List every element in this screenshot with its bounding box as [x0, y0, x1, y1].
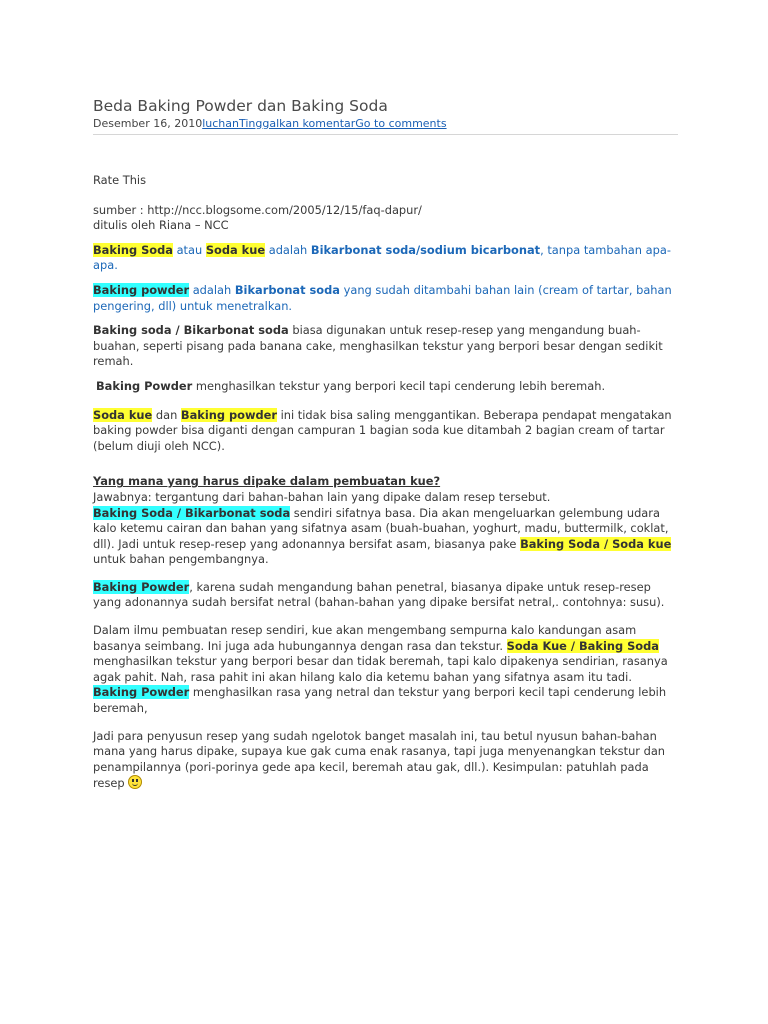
paragraph-baking-soda	[93, 243, 678, 274]
text: atau	[172, 242, 206, 257]
highlight-baking-soda: Baking Soda	[93, 242, 173, 257]
text: sendiri sifatnya basa. Dia akan mengeluarkan gelembung udara kalo ketemu cairan dan bahan yang sifatnya asam (buah-buahan, yoghurt, madu, buttermilk, coklat, dll). Jadi untuk resep-resep yang adonannya bersifat asam, biasanya pake	[93, 505, 669, 551]
text: ini tidak bisa saling menggantikan. Beberapa pendapat mengatakan baking powder bisa diganti dengan campuran 1 bagian soda kue ditambah 2 bagian cream of tartar (belum diuji oleh NCC).	[93, 407, 672, 453]
text: Dalam ilmu pembuatan resep sendiri, kue akan mengembang sempurna kalo kandungan asam basanya seimbang. Ini juga ada hubungannya dengan rasa dan tekstur.	[93, 623, 637, 653]
text: yang sudah ditambahi bahan lain (cream of tartar, bahan pengering, dll) untuk menetralkan.	[93, 282, 672, 313]
source-block	[93, 203, 678, 234]
bold-term: Baking soda / Bikarbonat soda	[93, 323, 289, 338]
text: biasa digunakan untuk resep-resep yang mengandung buah-buahan, seperti pisang pada banana cake, menghasilkan tekstur yang berpori besar dengan sedikit remah.	[93, 323, 663, 369]
leave-comment-link[interactable]: Tinggalkan komentar	[238, 117, 356, 130]
bold-bikarbonat: Bikarbonat soda/sodium bicarbonat	[310, 242, 541, 257]
rate-this-widget[interactable]: Rate This	[93, 173, 147, 187]
paragraph-which-to-use	[93, 474, 678, 568]
text: Jadi para penyusun resep yang sudah ngelotok banget masalah ini, tau betul nyusun bahan-bahan mana yang harus dipake, supaya kue gak cuma enak rasanya, tapi juga menyenangkan tekstur dan penampilannya (pori-porinya gede apa kecil, beremah atau gak, dll.). Kesimpulan: patuhlah pada resep	[93, 728, 666, 791]
paragraph-usage-soda	[93, 323, 678, 370]
highlight-baking-powder: Baking powder	[180, 407, 277, 422]
highlight-baking-powder: Baking powder	[93, 282, 190, 297]
text: adalah	[265, 242, 311, 257]
highlight-baking-soda: Baking Soda / Soda kue	[520, 536, 672, 551]
paragraph-powder-neutral	[93, 580, 678, 611]
highlight-soda-kue: Soda kue	[205, 242, 266, 257]
text: untuk bahan pengembangnya.	[93, 552, 269, 567]
text: menghasilkan tekstur yang berpori besar dan tidak beremah, tapi kalo dipakenya sendirian, rasanya agak pahit. Nah, rasa pahit ini akan hilang kalo dia ketemu bahan yang sifatnya asam itu tadi.	[93, 654, 668, 684]
highlight-baking-soda: Baking Soda / Bikarbonat soda	[93, 505, 291, 520]
text: , karena sudah mengandung bahan penetral, biasanya dipake untuk resep-resep yang adonannya sudah bersifat netral (bahan-bahan yang dipake bersifat netral,. contohnya: susu).	[93, 579, 665, 610]
paragraph-usage-powder	[93, 379, 678, 395]
post-title: Beda Baking Powder dan Baking Soda	[93, 97, 388, 115]
paragraph-substitution	[93, 408, 678, 455]
highlight-soda-kue: Soda kue	[93, 407, 153, 422]
post-date: Desember 16, 2010	[93, 117, 203, 130]
highlight-soda-kue: Soda Kue / Baking Soda	[506, 638, 659, 653]
text: Jawabnya: tergantung dari bahan-bahan lain yang dipake dalam resep tersebut.	[93, 489, 551, 504]
bold-term: Baking Powder	[96, 378, 193, 393]
blog-post	[93, 96, 678, 792]
text: , tanpa tambahan apa-apa.	[93, 242, 671, 273]
text: adalah	[189, 282, 235, 297]
author-link[interactable]: luchan	[202, 117, 239, 130]
highlight-baking-powder: Baking Powder	[93, 685, 190, 700]
section-heading: Yang mana yang harus dipake dalam pembuatan kue?	[93, 474, 441, 489]
source-url: sumber : http://ncc.blogsome.com/2005/12/15/faq-dapur/	[93, 202, 422, 217]
bold-bikarbonat-soda: Bikarbonat soda	[234, 282, 340, 297]
paragraph-conclusion	[93, 729, 678, 792]
text: menghasilkan rasa yang netral dan tekstur yang berpori kecil tapi cenderung lebih beremah,	[93, 685, 667, 716]
smiley-icon	[128, 775, 142, 789]
paragraph-recipe-science	[93, 623, 678, 717]
post-meta	[93, 117, 678, 135]
source-author: ditulis oleh Riana – NCC	[93, 218, 229, 233]
highlight-baking-powder: Baking Powder	[93, 579, 190, 594]
paragraph-baking-powder	[93, 283, 678, 314]
go-to-comments-link[interactable]: Go to comments	[355, 117, 447, 130]
text: menghasilkan tekstur yang berpori kecil tapi cenderung lebih beremah.	[192, 378, 606, 393]
text: dan	[152, 407, 181, 422]
